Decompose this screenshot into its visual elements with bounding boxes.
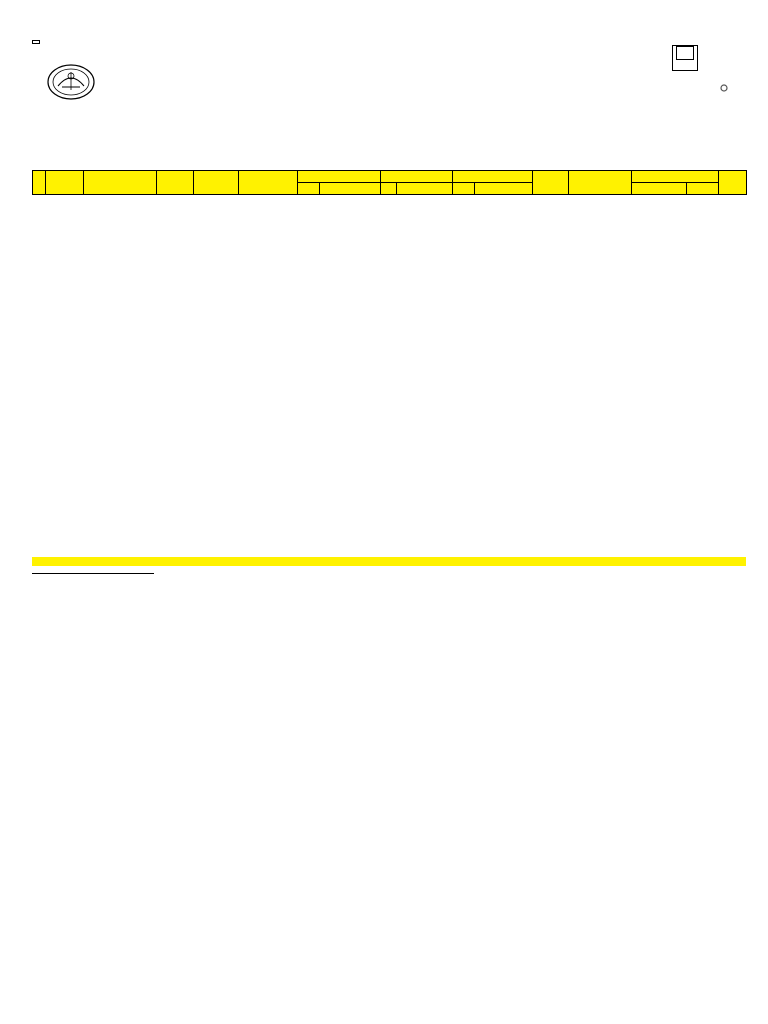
col-awal-jml [298, 183, 320, 195]
col-rincian [84, 171, 157, 195]
col-penjualan-nilai [397, 183, 453, 195]
col-akhir-jml [453, 183, 475, 195]
total-highlight-bar [32, 557, 746, 566]
document-classification-tag [32, 40, 40, 44]
col-ket [719, 171, 747, 195]
table-header-row-1 [33, 171, 747, 183]
col-hpp [569, 171, 632, 195]
col-persediaan-awal [298, 171, 381, 183]
col-persediaan-akhir [453, 171, 533, 183]
school-emblem-icon [46, 62, 96, 102]
col-harga-pokok [194, 171, 239, 195]
col-profit [632, 171, 719, 183]
ketentuan-notes [32, 566, 742, 577]
col-no [33, 171, 46, 195]
col-pct-stock [533, 171, 569, 195]
notes-heading [32, 573, 154, 574]
col-satuan [157, 171, 194, 195]
col-awal-nilai [320, 183, 381, 195]
paket-number [676, 46, 694, 60]
col-penjualan-jml [381, 183, 397, 195]
bsnp-logo [630, 82, 730, 122]
col-profit-nilai [632, 183, 687, 195]
paket-box [672, 45, 698, 71]
col-harga-jual [239, 171, 298, 195]
col-penjualan [381, 171, 453, 183]
col-profit-pct [687, 183, 719, 195]
col-kode [46, 171, 84, 195]
col-akhir-nilai [475, 183, 533, 195]
stock-opname-table [32, 170, 747, 195]
